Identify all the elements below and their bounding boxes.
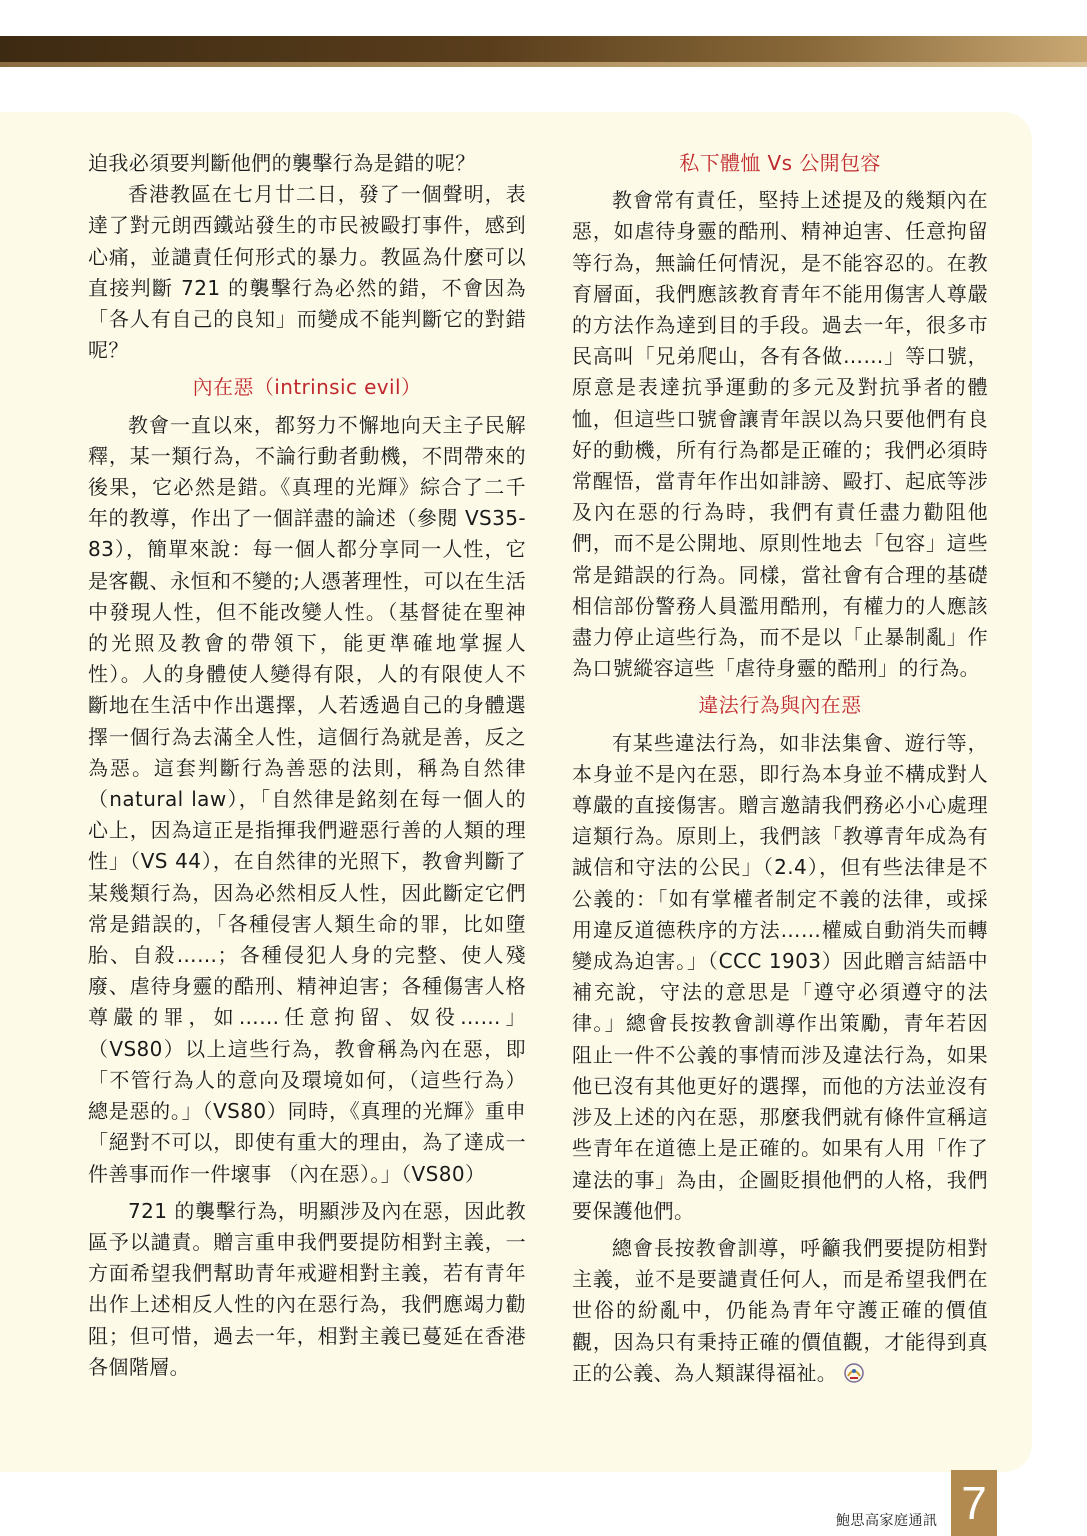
- paragraph-relativism: 721 的襲擊行為，明顯涉及內在惡，因此教區予以譴責。贈言重申我們要提防相對主義，一方面希望我們幫助青年戒避相對主義，若有青年出作上述相反人性的內在惡行為，我們應竭力勸阻；但可惜，過去一年，相對主義已蔓延在香港各個階層。: [88, 1198, 526, 1379]
- left-column: [88, 148, 526, 1383]
- header-stripe-dark: [0, 36, 1087, 62]
- paragraph-natural-law: 教會一直以來，都努力不懈地向天主子民解釋，某一類行為，不論行動者動機，不問帶來的後果，它必然是錯。《真理的光輝》綜合了二千年的教導，作出了一個詳盡的論述（參閱 VS35-83），簡單來說：每一個人都分享同一人性，它是客觀、永恒和不變的;人憑著理性，可以在生活中發現人性，但不能改變人性。（基督徒在聖神的光照及教會的帶領下，能更準確地掌握人性）。人的身體使人變得有限，人的有限使人不斷地在生活中作出選擇，人若透過自己的身體選擇一個行為去滿全人性，這個行為就是善，反之為惡。這套判斷行為善惡的法則，稱為自然律（natural law），「自然律是銘刻在每一個人的心上，因為這正是指揮我們避惡行善的人類的理性」（VS 44），在自然律的光照下，教會判斷了某幾類行為，因為必然相反人性，因此斷定它們常是錯誤的，「各種侵害人類生命的罪，比如墮胎、自殺……；各種侵犯人身的完整、使人殘廢、虐待身靈的酷刑、精神迫害；各種傷害人格尊嚴的罪，如……任意拘留、奴役……」（VS80）以上這些行為，教會稱為內在惡，即「不管行為人的意向及環境如何，（這些行為）總是惡的。」（VS80）同時，《真理的光輝》重申「絕對不可以，即使有重大的理由，為了達成一件善事而作一件壞事 （內在惡）。」（VS80）: [88, 412, 526, 1186]
- right-column: [572, 148, 988, 1389]
- page-number: 7: [951, 1470, 997, 1536]
- paragraph-conclusion: [572, 1233, 988, 1389]
- salesian-emblem-icon: [843, 1362, 865, 1384]
- section-heading-intrinsic-evil: 內在惡（intrinsic evil）: [192, 375, 422, 400]
- conclusion-text: 總會長按教會訓導，呼籲我們要提防相對主義，並不是要譴責任何人，而是希望我們在世俗的紛亂中，仍能為青年守護正確的價值觀，因為只有秉持正確的價值觀，才能得到真正的公義、為人類謀得福祉。: [572, 1235, 988, 1385]
- section-heading-illegal-acts: 違法行為與內在惡: [698, 693, 862, 718]
- section-heading-compassion-vs-tolerance: 私下體恤 Vs 公開包容: [679, 151, 881, 175]
- paragraph-continuation: 迫我必須要判斷他們的襲擊行為是錯的呢？: [88, 151, 476, 175]
- paragraph-diocese-statement: 香港教區在七月廿二日，發了一個聲明，表達了對元朗西鐵站發生的市民被毆打事件，感到心痛，並譴責任何形式的暴力。教區為什麼可以直接判斷 721 的襲擊行為必然的錯，不會因為「各人有自己的良知」而變成不能判斷它的對錯呢？: [88, 182, 526, 363]
- paragraph-church-duty: 教會常有責任，堅持上述提及的幾類內在惡，如虐待身靈的酷刑、精神迫害、任意拘留等行為，無論任何情況，是不能容忍的。在教育層面，我們應該教育青年不能用傷害人尊嚴的方法作為達到目的手段。過去一年，很多市民高叫「兄弟爬山，各有各做……」等口號，原意是表達抗爭運動的多元及對抗爭者的體恤，但這些口號會讓青年誤以為只要他們有良好的動機，所有行為都是正確的；我們必須時常醒悟，當青年作出如誹謗、毆打、起底等涉及內在惡的行為時，我們有責任盡力勸阻他們，而不是公開地、原則性地去「包容」這些常是錯誤的行為。同樣，當社會有合理的基礎相信部份警務人員濫用酷刑，有權力的人應該盡力停止這些行為，而不是以「止暴制亂」作為口號縱容這些「虐待身靈的酷刑」的行為。: [572, 188, 988, 681]
- header-stripe-gold: [0, 62, 1087, 67]
- publication-name: 鮑思高家庭通訊: [836, 1513, 938, 1529]
- paragraph-illegal-acts: 有某些違法行為，如非法集會、遊行等，本身並不是內在惡，即行為本身並不構成對人尊嚴的直接傷害。贈言邀請我們務必小心處理這類行為。原則上，我們該「教導青年成為有誠信和守法的公民」（2.4），但有些法律是不公義的：「如有掌權者制定不義的法律，或採用違反道德秩序的方法……權威自動消失而轉變成為迫害。」（CCC 1903）因此贈言結語中補充說，守法的意思是「遵守必須遵守的法律。」總會長按教會訓導作出策勵，青年若因阻止一件不公義的事情而涉及違法行為，如果他已沒有其他更好的選擇，而他的方法並沒有涉及上述的內在惡，那麼我們就有條件宣稱這些青年在道德上是正確的。如果有人用「作了違法的事」為由，企圖貶損他們的人格，我們要保護他們。: [572, 730, 988, 1223]
- header-band: [0, 0, 1087, 70]
